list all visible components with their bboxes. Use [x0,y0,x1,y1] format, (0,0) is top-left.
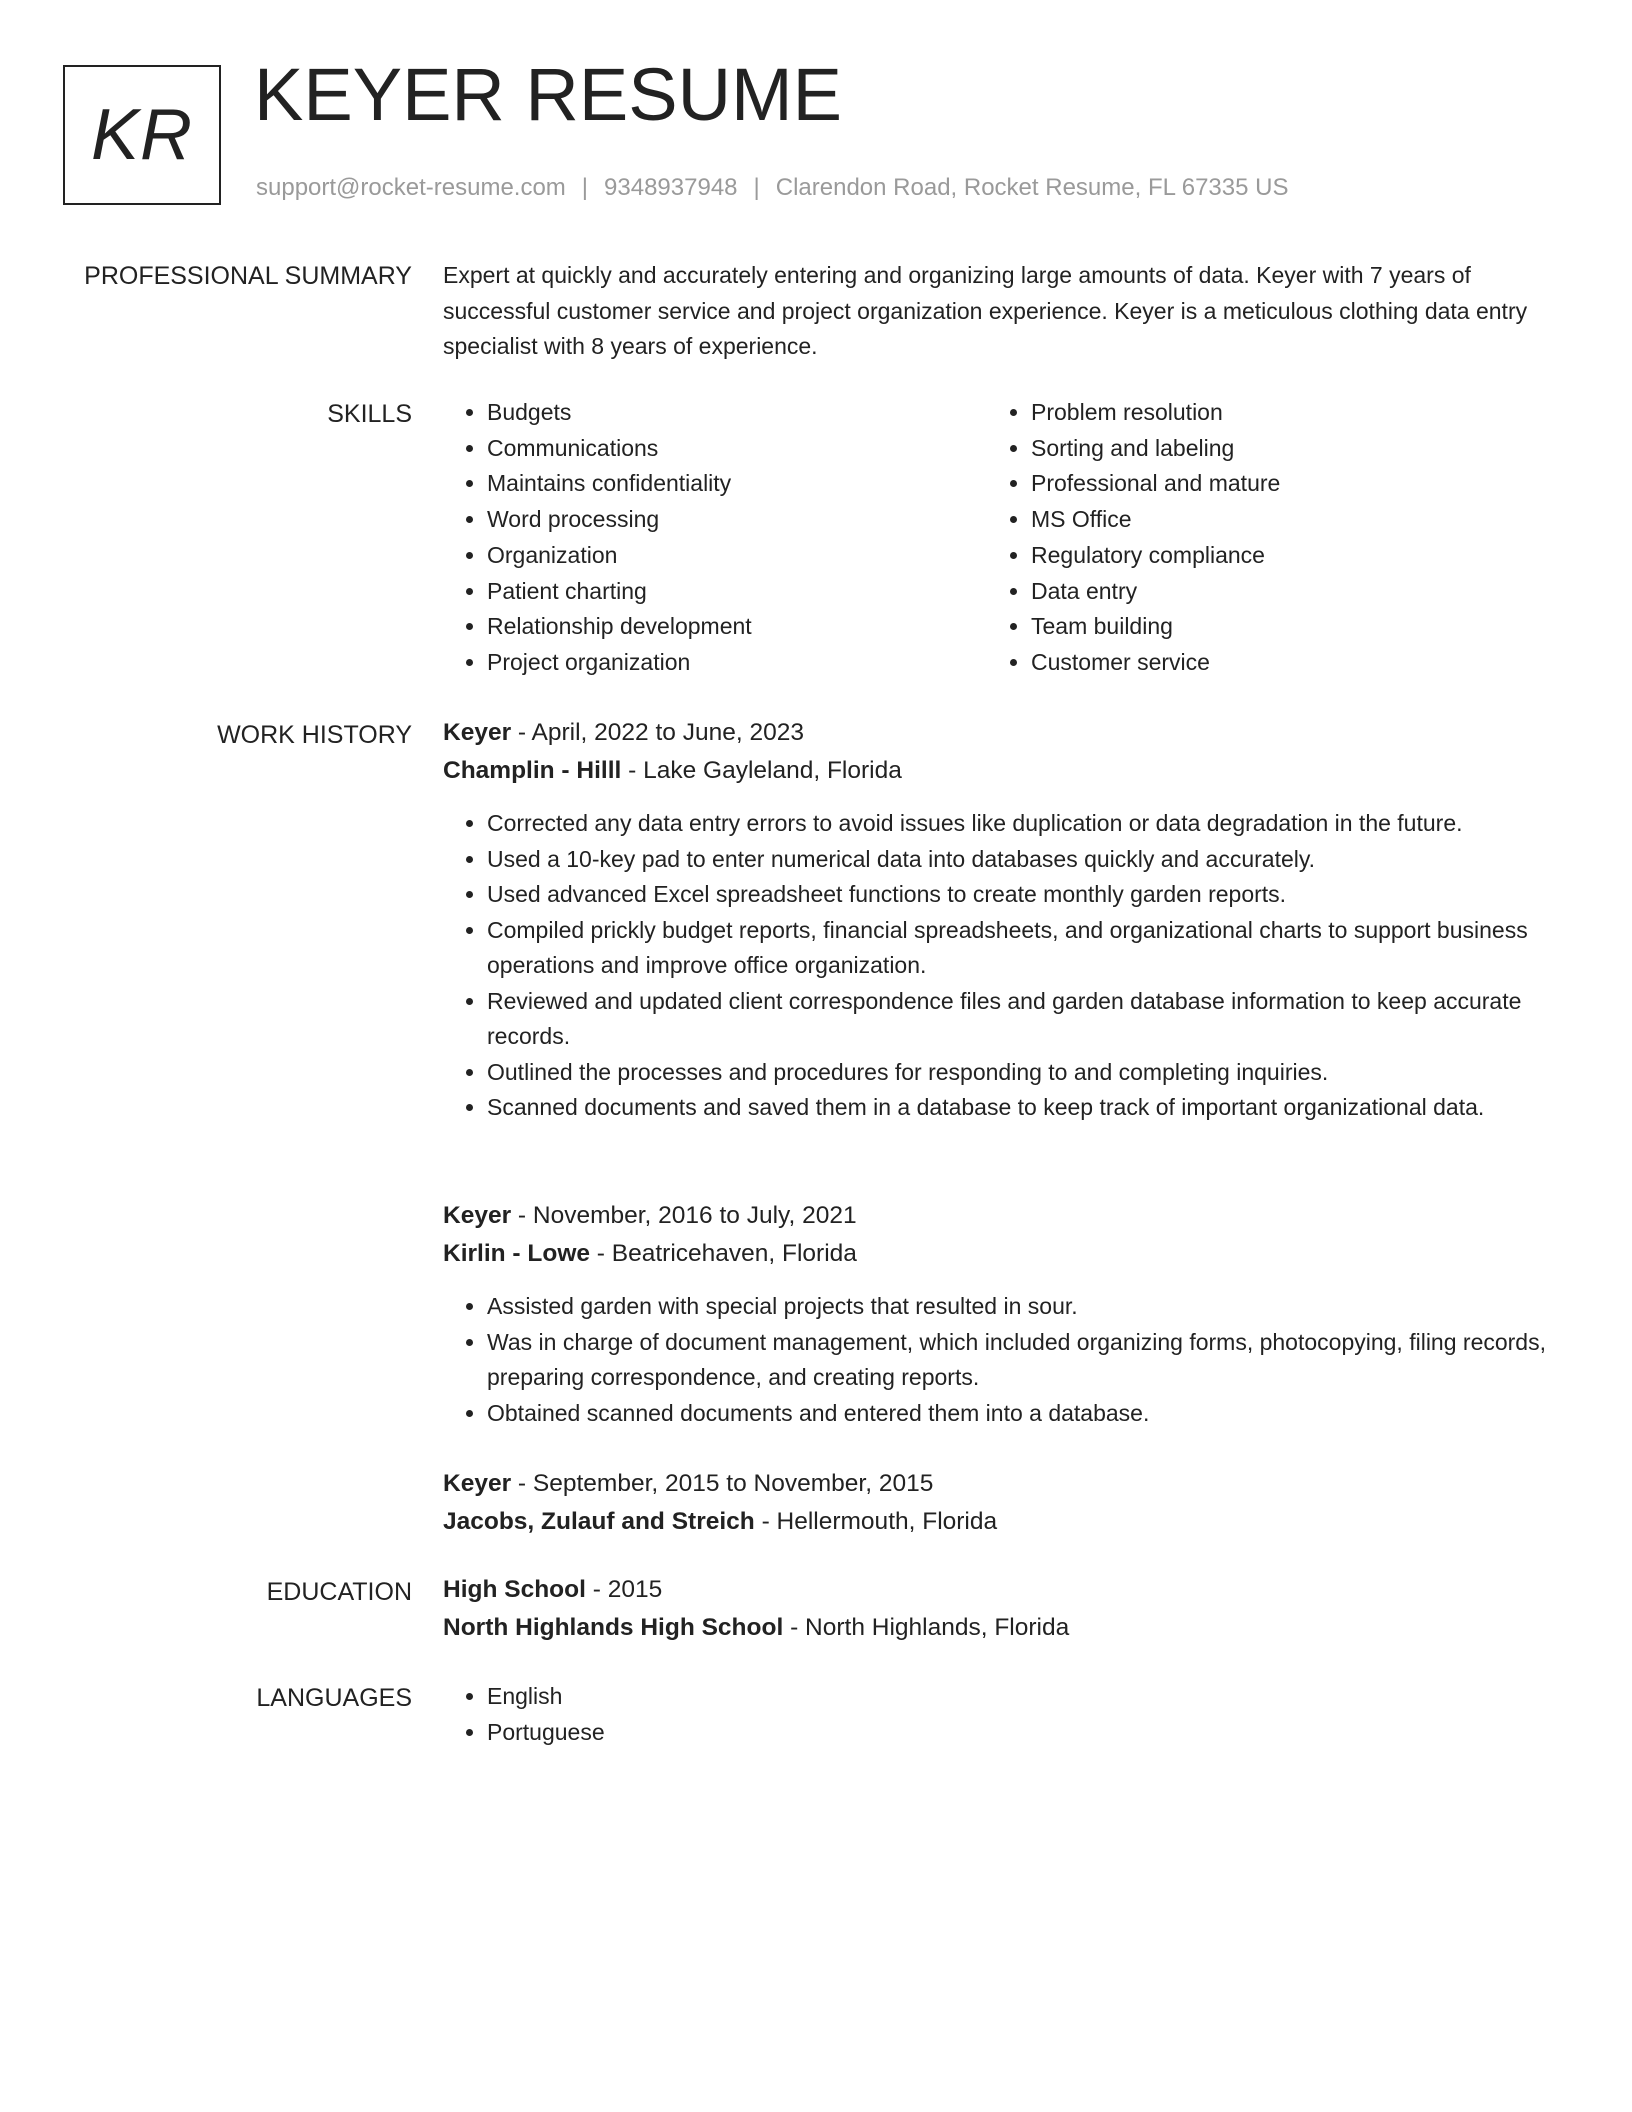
job-company: Kirlin - Lowe [443,1240,590,1267]
skill-item: • Team building [1031,609,1531,645]
job-entry [443,1465,1563,1541]
skill-item: • MS Office [1031,502,1531,538]
skills-column-right [987,395,1531,681]
skills-column-left [443,395,987,681]
job-company-line [443,1503,1563,1541]
job-bullet: • Outlined the processes and procedures for responding to and completing inquiries. [487,1055,1563,1091]
skill-item: • Project organization [487,645,987,681]
education-school-line [443,1609,1563,1647]
job-bullet: • Corrected any data entry errors to avoid issues like duplication or data degradation in the future. [487,806,1563,842]
skill-item: • Regulatory compliance [1031,538,1531,574]
resume-name: KEYER RESUME [254,53,843,136]
job-bullet-list [443,1289,1563,1431]
job-location: - Lake Gayleland, Florida [621,757,902,784]
languages-section [443,1679,1563,1750]
languages-heading: LANGUAGES [256,1684,412,1712]
education-degree: High School [443,1576,586,1603]
job-bullet: • Scanned documents and saved them in a database to keep track of important organizational data. [487,1090,1563,1126]
skill-item: • Word processing [487,502,987,538]
contact-line [256,174,1288,203]
job-bullet: • Used advanced Excel spreadsheet functions to create monthly garden reports. [487,877,1563,913]
contact-separator: | [581,174,589,201]
language-item: • Portuguese [487,1715,1563,1751]
job-company-line [443,752,1563,790]
contact-address: Clarendon Road, Rocket Resume, FL 67335 US [775,174,1289,201]
job-dates: - September, 2015 to November, 2015 [511,1470,934,1497]
skill-item: • Organization [487,538,987,574]
job-location: - Beatricehaven, Florida [590,1240,857,1267]
language-item: • English [487,1679,1563,1715]
skill-item: • Customer service [1031,645,1531,681]
skill-item: • Relationship development [487,609,987,645]
monogram-box [63,65,221,205]
summary-heading: PROFESSIONAL SUMMARY [84,262,412,290]
job-company: Jacobs, Zulauf and Streich [443,1508,755,1535]
job-title: Keyer [443,719,512,746]
monogram-initials: KR [90,95,194,175]
job-dates: - November, 2016 to July, 2021 [511,1202,857,1229]
contact-separator: | [753,174,760,201]
summary-text: Expert at quickly and accurately entering and organizing large amounts of data. Keyer with 7 years of successful customer service and project organization experience. Keyer is a meticulous clothing data entry specialist with 8 years of experience. [443,262,1528,359]
education-heading: EDUCATION [266,1578,412,1606]
contact-phone: 9348937948 [604,174,738,201]
job-entry [443,714,1563,1126]
job-title: Keyer [443,1202,512,1229]
summary-section [443,258,1563,365]
skill-item: • Sorting and labeling [1031,431,1531,467]
skill-item: • Budgets [487,395,987,431]
job-title-line [443,1197,1563,1235]
skill-item: • Data entry [1031,574,1531,610]
skill-item: • Maintains confidentiality [487,466,987,502]
job-company: Champlin - Hilll [443,757,622,784]
job-bullet: • Compiled prickly budget reports, financial spreadsheets, and organizational charts to support business operations and improve office organization. [487,913,1563,984]
skill-item: • Communications [487,431,987,467]
job-title: Keyer [443,1470,512,1497]
job-location: - Hellermouth, Florida [754,1508,998,1535]
education-school: North Highlands High School [443,1614,784,1641]
skill-item: • Problem resolution [1031,395,1531,431]
job-bullet: • Used a 10-key pad to enter numerical data into databases quickly and accurately. [487,842,1563,878]
job-bullet: • Assisted garden with special projects that resulted in sour. [487,1289,1563,1325]
work-history-heading: WORK HISTORY [217,721,412,749]
job-title-line [443,1465,1563,1503]
education-location: - North Highlands, Florida [783,1614,1070,1641]
job-company-line [443,1235,1563,1273]
job-bullet: • Was in charge of document management, which included organizing forms, photocopying, filing records, preparing correspondence, and creating reports. [487,1325,1563,1396]
job-entry [443,1197,1563,1431]
job-title-line [443,714,1563,752]
job-bullet: • Obtained scanned documents and entered them into a database. [487,1396,1563,1432]
education-section [443,1571,1563,1647]
skill-item: • Professional and mature [1031,466,1531,502]
job-bullet: • Reviewed and updated client correspondence files and garden database information to keep accurate records. [487,984,1563,1055]
contact-email: support@rocket-resume.com [256,174,566,201]
skill-item: • Patient charting [487,574,987,610]
job-dates: - April, 2022 to June, 2023 [511,719,804,746]
education-degree-line [443,1571,1563,1609]
job-bullet-list [443,806,1563,1126]
skills-heading: SKILLS [327,400,412,428]
skills-section [443,395,1563,681]
education-year: - 2015 [585,1576,663,1603]
